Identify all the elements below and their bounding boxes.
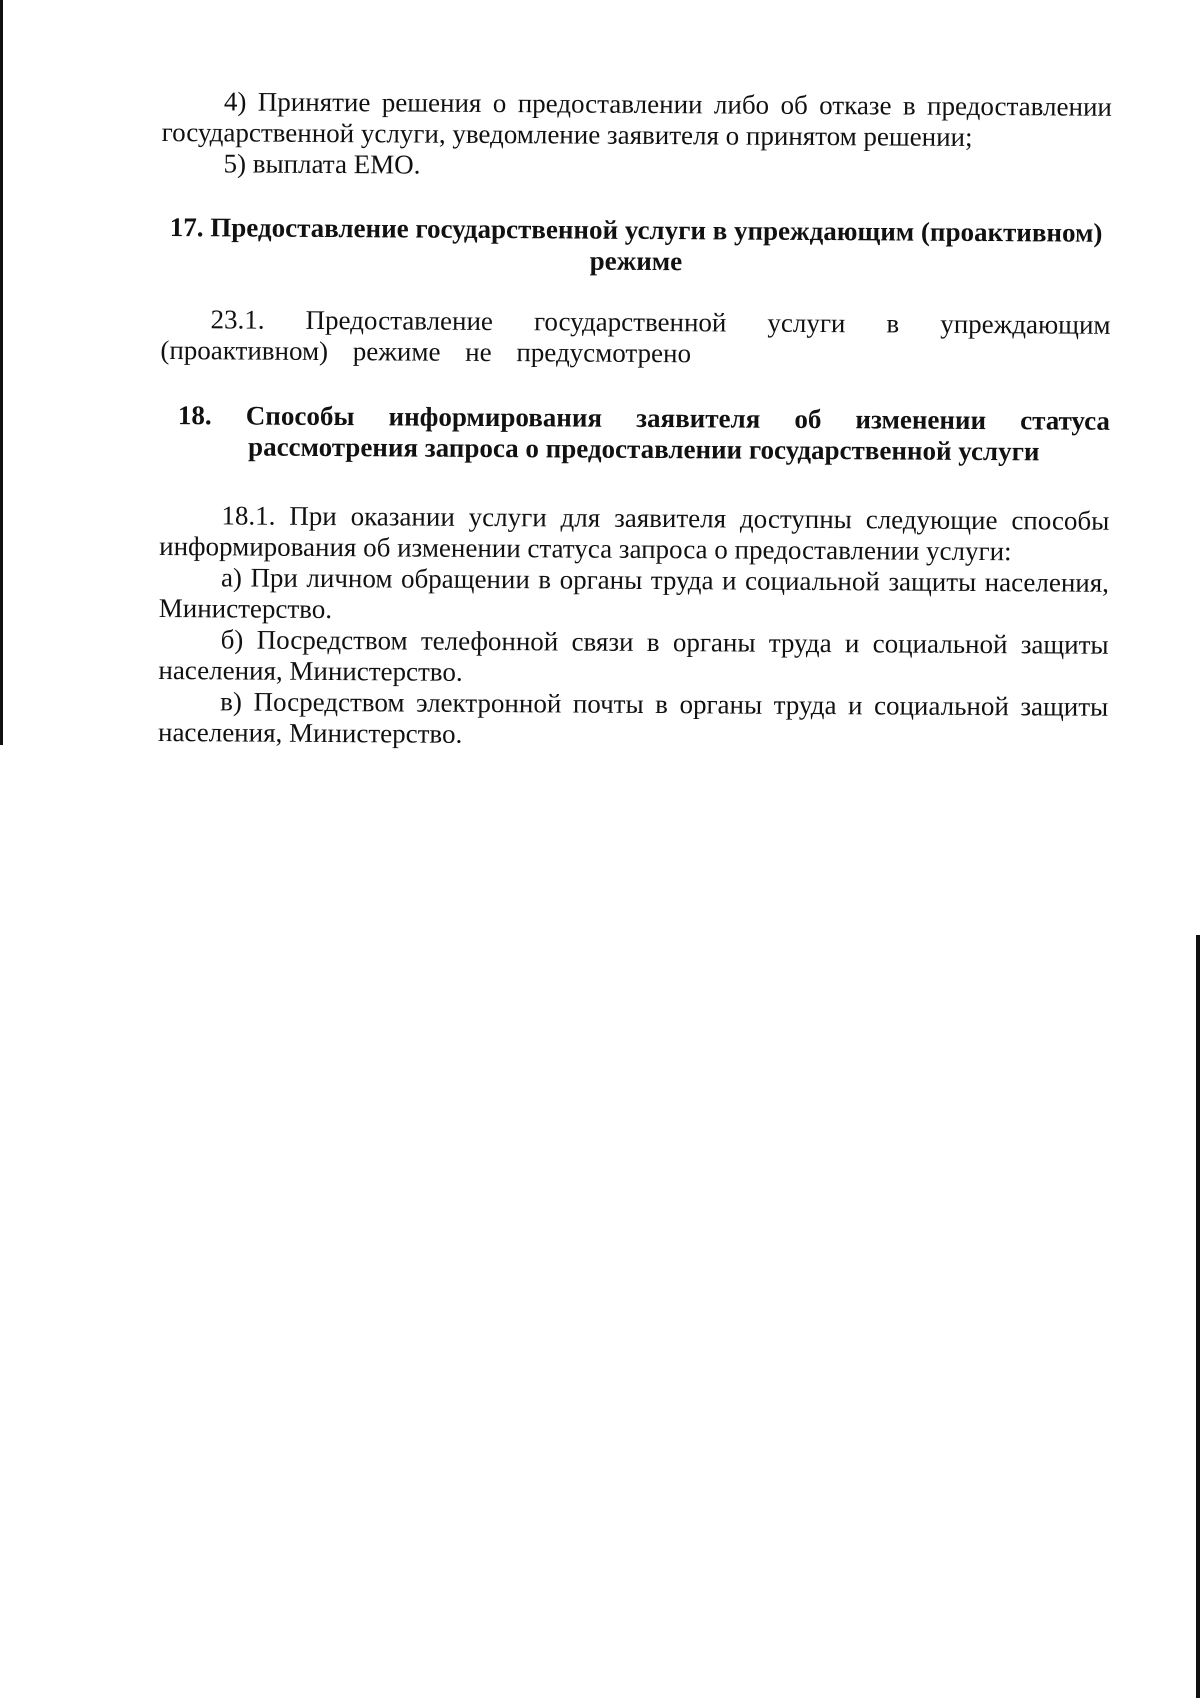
section-18-option-b: б) Посредством телефонной связи в органы труда и социальной защиты населения, Министерство. [158, 624, 1109, 687]
scan-edge-right [1188, 935, 1200, 1698]
section-18-option-c: в) Посредством электронной почты в органы труда и социальной защиты населения, Министерство. [157, 686, 1109, 749]
section-17-heading: 17. Предоставление государственной услуги в упреждающим (проактивном) режиме [169, 212, 1103, 277]
list-item-4: 4) Принятие решения о предоставлении либо об отказе в предоставлении государственной услуги, уведомление заявителя о принятом решении; [161, 86, 1112, 152]
scan-edge-left [0, 0, 3, 745]
document-page [158, 86, 1112, 754]
section-18-heading: 18. Способы информирования заявителя об изменении статуса рассмотрения запроса о предоставлении государственной услуги [177, 400, 1111, 467]
section-18-intro: 18.1. При оказании услуги для заявителя доступны следующие способы информирования об изменении статуса запроса о предоставлении услуги: [159, 500, 1110, 567]
section-17-paragraph: 23.1. Предоставление государственной услуги в упреждающим (проактивном) режиме не предусмотрено [160, 304, 1111, 369]
section-18-option-a: а) При личном обращении в органы труда и социальной защиты населения, Министерство. [158, 562, 1110, 625]
list-item-5: 5) выплата ЕМО. [223, 148, 421, 180]
